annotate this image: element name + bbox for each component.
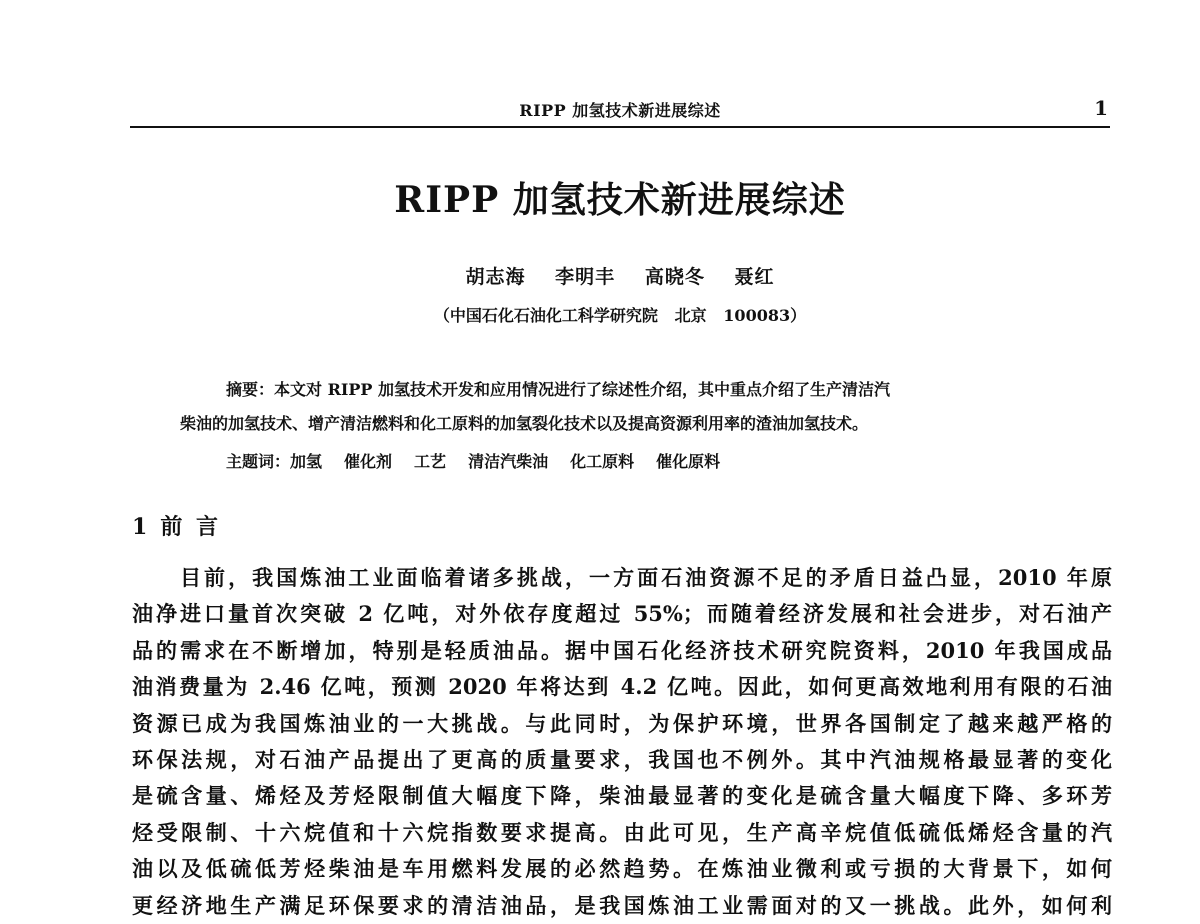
keyword: 加氢	[290, 452, 323, 471]
body-line: 油以及低硫低芳烃柴油是车用燃料发展的必然趋势。在炼油业微利或亏损的大背景下，如何	[132, 856, 1112, 882]
author-list	[0, 262, 1200, 289]
author-name: 胡志海	[465, 266, 526, 288]
keywords	[226, 449, 742, 472]
abstract-line: 柴油的加氢技术、增产清洁燃料和化工原料的加氢裂化技术以及提高资源利用率的渣油加氢技术。	[180, 414, 869, 433]
author-name: 聂红	[734, 266, 775, 288]
section-heading	[132, 510, 221, 541]
section-title: 前 言	[160, 514, 221, 540]
running-header	[130, 96, 1110, 128]
page-number: 1	[1094, 96, 1108, 120]
body-line: 品的需求在不断增加，特别是轻质油品。据中国石化经济技术研究院资料，2010 年我国成品	[132, 637, 1112, 663]
body-line: 烃受限制、十六烷值和十六烷指数要求提高。由此可见，生产高辛烷值低硫低烯烃含量的汽	[132, 819, 1112, 845]
section-number: 1	[132, 514, 151, 540]
body-line: 油净进口量首次突破 2 亿吨，对外依存度超过 55%；而随着经济发展和社会进步，对石油产	[132, 601, 1112, 627]
body-line: 更经济地生产满足环保要求的清洁油品，是我国炼油工业需面对的又一挑战。此外，如何利	[132, 892, 1112, 918]
abstract	[180, 373, 1060, 441]
keyword: 清洁汽柴油	[468, 452, 549, 471]
keyword: 工艺	[414, 452, 447, 471]
paper-title: RIPP 加氢技术新进展综述	[394, 179, 846, 221]
body-paragraph	[132, 560, 1112, 924]
author-name: 李明丰	[555, 266, 616, 288]
keyword: 催化剂	[344, 452, 393, 471]
body-line: 油消费量为 2.46 亿吨，预测 2020 年将达到 4.2 亿吨。因此，如何更高效地利用有限的石油	[132, 674, 1112, 700]
keyword: 化工原料	[570, 452, 635, 471]
keyword: 催化原料	[656, 452, 721, 471]
keywords-label: 主题词：	[226, 452, 291, 471]
affiliation: （中国石化石油化工科学研究院 北京 100083）	[433, 306, 807, 325]
body-line: 资源已成为我国炼油业的一大挑战。与此同时，为保护环境，世界各国制定了越来越严格的	[132, 710, 1112, 736]
running-title: RIPP 加氢技术新进展综述	[519, 101, 721, 120]
author-name: 高晓冬	[644, 266, 705, 288]
body-line: 目前，我国炼油工业面临着诸多挑战，一方面石油资源不足的矛盾日益凸显，2010 年原	[180, 565, 1112, 590]
body-line: 是硫含量、烯烃及芳烃限制值大幅度下降，柴油最显著的变化是硫含量大幅度下降、多环芳	[132, 783, 1112, 809]
body-line: 环保法规，对石油产品提出了更高的质量要求，我国也不例外。其中汽油规格最显著的变化	[132, 746, 1112, 772]
abstract-line: 摘要：本文对 RIPP 加氢技术开发和应用情况进行了综述性介绍，其中重点介绍了生产清洁汽	[226, 380, 890, 399]
